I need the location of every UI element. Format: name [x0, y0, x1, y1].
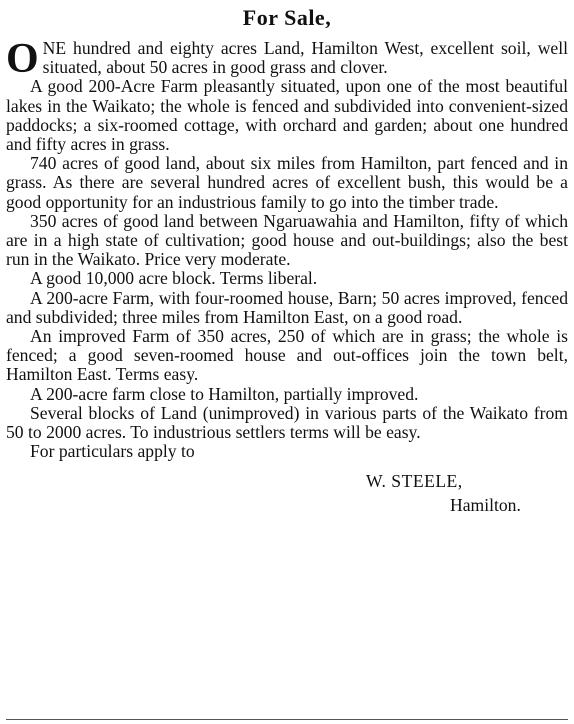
paragraph-10000-acre-block: A good 10,000 acre block. Terms liberal. — [30, 268, 318, 289]
paragraph-text: NE hundred and eighty acres Land, Hamilton West, excellent soil, well situated, about 50 acres in good grass and clover. — [42, 38, 568, 78]
paragraph-hamilton-west — [6, 36, 568, 82]
signature-name: W. STEELE, — [366, 471, 463, 492]
paragraph-particulars: For particulars apply to — [30, 441, 195, 462]
for-sale-advertisement — [6, 0, 568, 724]
paragraph-740-acres: 740 acres of good land, about six miles from Hamilton, part fenced and in grass. As there are several hundred acres of excellent bush, this would be a good opportunity for an industrious family to go into the timber trade. — [6, 153, 568, 212]
paragraph-200-acre-farm-barn: A 200-acre Farm, with four-roomed house, Barn; 50 acres improved, fenced and subdivided; three miles from Hamilton East, on a good road. — [6, 287, 568, 327]
signature-place: Hamilton. — [450, 495, 521, 516]
paragraph-improved-farm-350: An improved Farm of 350 acres, 250 of which are in grass; the whole is fenced; a good seven-roomed house and out-offices join the town belt, Hamilton East. Terms easy. — [6, 326, 568, 385]
paragraph-200-acre-farm-lake: A good 200-Acre Farm pleasantly situated, upon one of the most beautiful lakes in the Waikato; the whole is fenced and subdivided into convenient-sized paddocks; a six-roomed cottage, with orchard and garden; about one hundred and fifty acres in grass. — [6, 76, 568, 155]
bottom-rule — [6, 719, 568, 720]
paragraph-200-acre-farm-close: A 200-acre farm close to Hamilton, partially improved. — [30, 383, 419, 404]
signature-block — [6, 469, 568, 517]
paragraph-several-blocks: Several blocks of Land (unimproved) in various parts of the Waikato from 50 to 2000 acres. To industrious settlers terms will be easy. — [6, 402, 568, 443]
paragraph-350-acres-ngaruawahia: 350 acres of good land between Ngaruawahia and Hamilton, fifty of which are in a high state of cultivation; good house and out-buildings; also the best run in the Waikato. Price very moderate. — [6, 210, 568, 270]
ad-body — [6, 36, 568, 462]
drop-cap: O — [6, 36, 39, 82]
ad-heading: For Sale, — [242, 5, 332, 30]
